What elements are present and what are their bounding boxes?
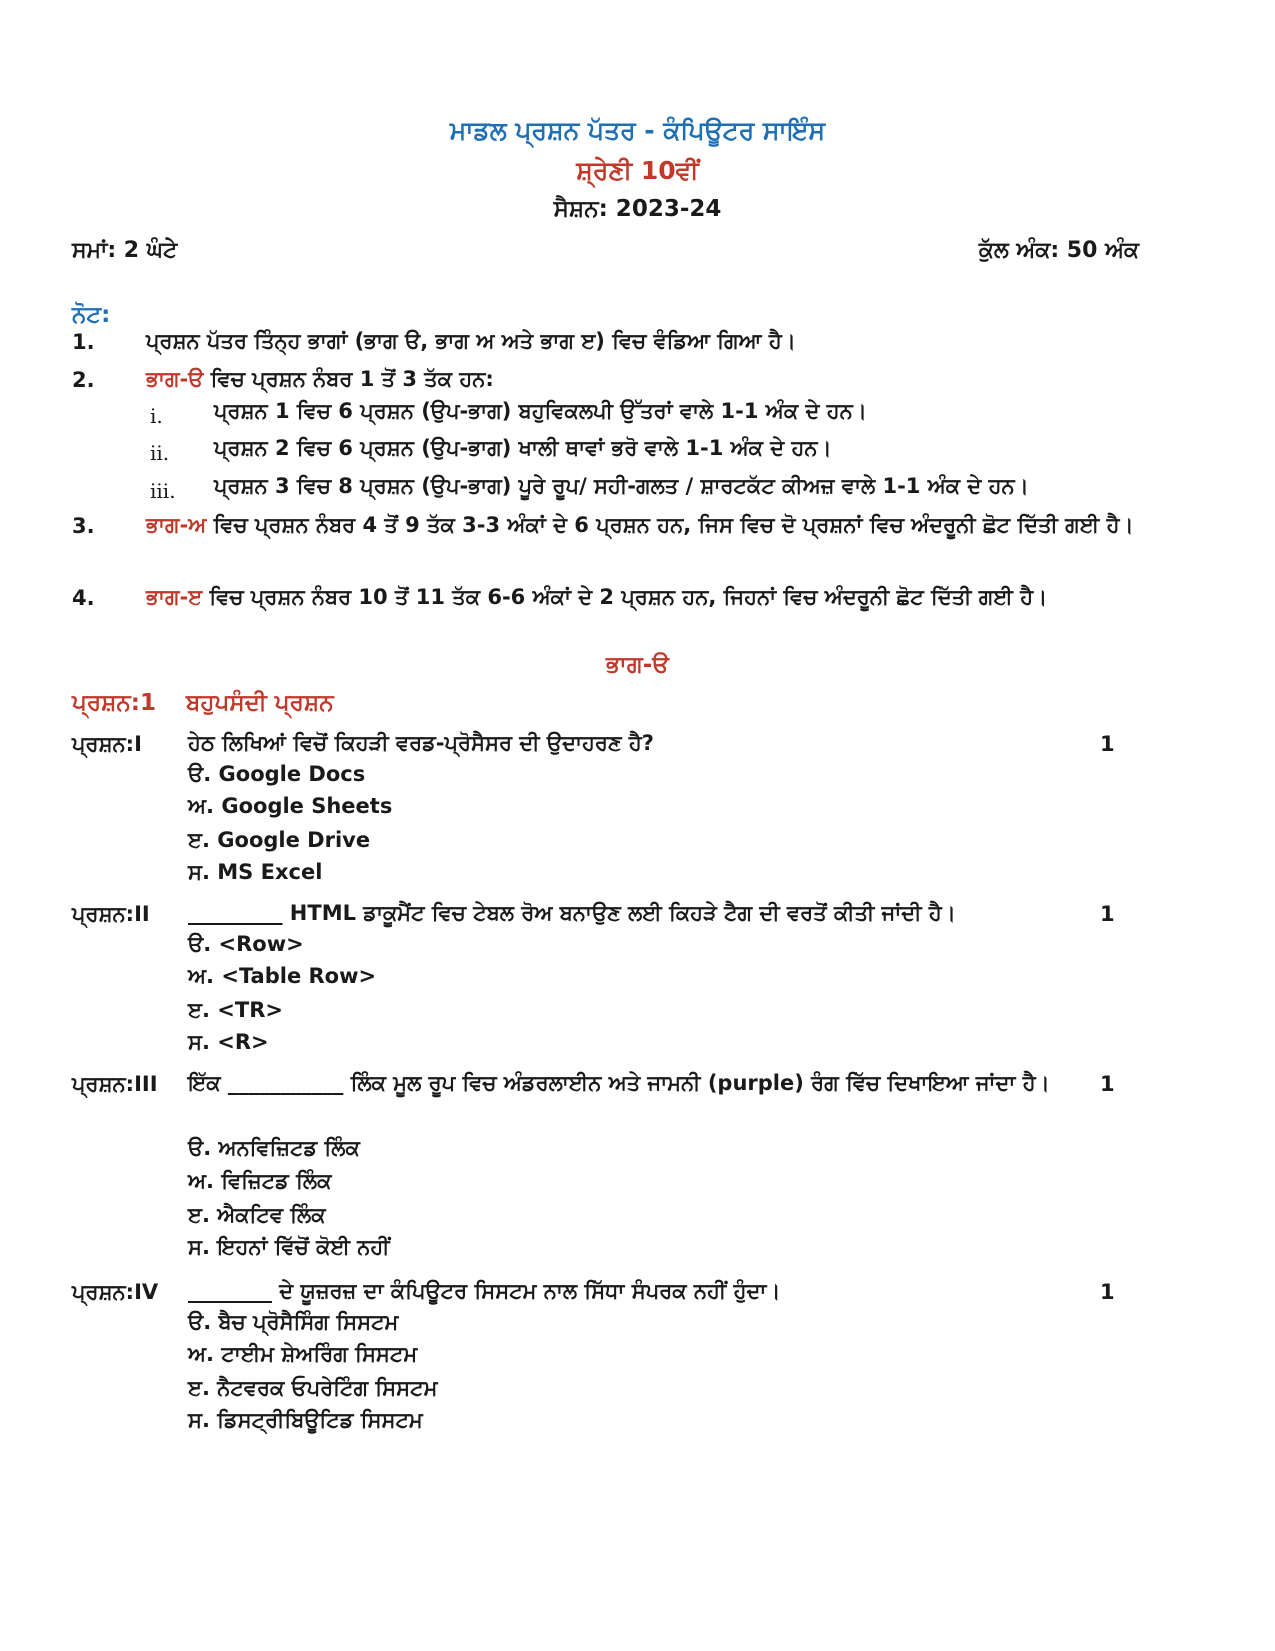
question-marks: 1 bbox=[1100, 732, 1115, 756]
answer-option: ਅ. <Table Row> bbox=[188, 964, 377, 988]
session-label: ਸੈਸ਼ਨ: 2023-24 bbox=[553, 196, 722, 222]
question-text: ਹੇਠ ਲਿਖਿਆਂ ਵਿਚੋਂ ਕਿਹੜੀ ਵਰਡ-ਪ੍ਰੋਸੈਸਰ ਦੀ ਉਦਾਹਰਣ ਹੈ? bbox=[188, 731, 654, 755]
notes-heading: ਨੋਟ: bbox=[72, 302, 111, 328]
question-text: ________ ਦੇ ਯੂਜ਼ਰਜ਼ ਦਾ ਕੰਪਿਊਟਰ ਸਿਸਟਮ ਨਾਲ ਸਿੱਧਾ ਸੰਪਰਕ ਨਹੀਂ ਹੁੰਦਾ। bbox=[188, 1279, 781, 1303]
note-number: 1. bbox=[72, 330, 95, 354]
answer-option: ੲ. <TR> bbox=[188, 998, 283, 1022]
note-number: 4. bbox=[72, 586, 95, 610]
question-label: ਪ੍ਰਸ਼ਨ:III bbox=[72, 1072, 158, 1096]
total-marks-label: ਕੁੱਲ ਅੰਕ: 50 ਅੰਕ bbox=[978, 238, 1139, 263]
note-section-highlight: ਭਾਗ-ੲ bbox=[146, 585, 203, 609]
question-text: ਇੱਕ ___________ ਲਿੰਕ ਮੂਲ ਰੂਪ ਵਿਚ ਅੰਡਰਲਾਈਨ ਅਤੇ ਜਾਮਨੀ (purple) ਰੰਗ ਵਿੱਚ ਦਿਖਾਇਆ ਜਾਂਦਾ ਹੈ। bbox=[188, 1071, 1050, 1095]
note-number: 3. bbox=[72, 514, 95, 538]
sub-note-number: iii. bbox=[150, 479, 176, 503]
note-text-body: ਵਿਚ ਪ੍ਰਸ਼ਨ ਨੰਬਰ 1 ਤੋਂ 3 ਤੱਕ ਹਨ: bbox=[203, 367, 494, 391]
sub-note-text: ਪ੍ਰਸ਼ਨ 3 ਵਿਚ 8 ਪ੍ਰਸ਼ਨ (ਉਪ-ਭਾਗ) ਪੂਰੇ ਰੂਪ/ ਸਹੀ-ਗਲਤ / ਸ਼ਾਰਟਕੱਟ ਕੀਅਜ਼ ਵਾਲੇ 1-1 ਅੰਕ ਦੇ ਹਨ। bbox=[214, 474, 1029, 498]
note-section-highlight: ਭਾਗ-ਅ bbox=[146, 513, 207, 537]
question-group-title: ਬਹੁਪਸੰਦੀ ਪ੍ਰਸ਼ਨ bbox=[186, 690, 334, 716]
answer-option: ੲ. Google Drive bbox=[188, 828, 371, 852]
answer-option: ੳ. Google Docs bbox=[188, 762, 366, 786]
question-label: ਪ੍ਰਸ਼ਨ:II bbox=[72, 902, 150, 926]
answer-option: ਸ. <R> bbox=[188, 1030, 269, 1054]
sub-note-number: i. bbox=[150, 404, 163, 428]
note-text bbox=[146, 361, 1196, 397]
question-label: ਪ੍ਰਸ਼ਨ:I bbox=[72, 732, 142, 756]
answer-option: ੲ. ਨੈਟਵਰਕ ਓਪਰੇਟਿੰਗ ਸਿਸਟਮ bbox=[188, 1376, 438, 1400]
note-text: ਪ੍ਰਸ਼ਨ ਪੱਤਰ ਤਿੰਨ੍ਹ ਭਾਗਾਂ (ਭਾਗ ੳ, ਭਾਗ ਅ ਅਤੇ ਭਾਗ ੲ) ਵਿਚ ਵੰਡਿਆ ਗਿਆ ਹੈ। bbox=[146, 329, 796, 353]
question-group-heading bbox=[72, 690, 334, 716]
section-title: ਭਾਗ-ੳ bbox=[606, 652, 669, 678]
note-text-body: ਵਿਚ ਪ੍ਰਸ਼ਨ ਨੰਬਰ 4 ਤੋਂ 9 ਤੱਕ 3-3 ਅੰਕਾਂ ਦੇ 6 ਪ੍ਰਸ਼ਨ ਹਨ, ਜਿਸ ਵਿਚ ਦੋ ਪ੍ਰਸ਼ਨਾਂ ਵਿਚ ਅੰਦਰੂਨੀ ਛੋਟ ਦਿੱਤੀ ਗਈ ਹੈ। bbox=[206, 513, 1134, 537]
class-label: ਸ਼੍ਰੇਣੀ 10ਵੀਂ bbox=[576, 156, 699, 185]
note-number: 2. bbox=[72, 368, 95, 392]
note-text bbox=[146, 507, 1196, 543]
answer-option: ਸ. MS Excel bbox=[188, 860, 323, 884]
question-marks: 1 bbox=[1100, 1072, 1115, 1096]
answer-option: ਸ. ਇਹਨਾਂ ਵਿੱਚੋਂ ਕੋਈ ਨਹੀਂ bbox=[188, 1235, 390, 1259]
answer-option: ਸ. ਡਿਸਟ੍ਰੀਬਿਊਟਿਡ ਸਿਸਟਮ bbox=[188, 1408, 423, 1432]
question-label: ਪ੍ਰਸ਼ਨ:IV bbox=[72, 1280, 159, 1304]
question-marks: 1 bbox=[1100, 902, 1115, 926]
question-group-label: ਪ੍ਰਸ਼ਨ:1 bbox=[72, 690, 156, 716]
answer-option: ੳ. ਬੈਚ ਪ੍ਰੋਸੈਸਿੰਗ ਸਿਸਟਮ bbox=[188, 1310, 399, 1334]
sub-note-number: ii. bbox=[150, 441, 170, 465]
sub-note-text: ਪ੍ਰਸ਼ਨ 2 ਵਿਚ 6 ਪ੍ਰਸ਼ਨ (ਉਪ-ਭਾਗ) ਖਾਲੀ ਥਾਵਾਂ ਭਰੋ ਵਾਲੇ 1-1 ਅੰਕ ਦੇ ਹਨ। bbox=[214, 436, 832, 460]
answer-option: ੳ. ਅਨਵਿਜ਼ਿਟਡ ਲਿੰਕ bbox=[188, 1136, 360, 1160]
time-label: ਸਮਾਂ: 2 ਘੰਟੇ bbox=[72, 238, 178, 263]
paper-title: ਮਾਡਲ ਪ੍ਰਸ਼ਨ ਪੱਤਰ - ਕੰਪਿਊਟਰ ਸਾਇੰਸ bbox=[449, 116, 826, 145]
answer-option: ੲ. ਐਕਟਿਵ ਲਿੰਕ bbox=[188, 1203, 326, 1227]
note-text-body: ਵਿਚ ਪ੍ਰਸ਼ਨ ਨੰਬਰ 10 ਤੋਂ 11 ਤੱਕ 6-6 ਅੰਕਾਂ ਦੇ 2 ਪ੍ਰਸ਼ਨ ਹਨ, ਜਿਹਨਾਂ ਵਿਚ ਅੰਦਰੂਨੀ ਛੋਟ ਦਿੱਤੀ ਗਈ ਹੈ। bbox=[202, 585, 1048, 609]
question-text: _________ HTML ਡਾਕੂਮੈਂਟ ਵਿਚ ਟੇਬਲ ਰੋਅ ਬਨਾਉਣ ਲਈ ਕਿਹੜੇ ਟੈਗ ਦੀ ਵਰਤੋਂ ਕੀਤੀ ਜਾਂਦੀ ਹੈ। bbox=[188, 901, 956, 925]
answer-option: ਅ. ਵਿਜ਼ਿਟਡ ਲਿੰਕ bbox=[188, 1169, 332, 1193]
answer-option: ਅ. Google Sheets bbox=[188, 794, 393, 818]
note-text bbox=[146, 579, 1196, 615]
question-marks: 1 bbox=[1100, 1280, 1115, 1304]
answer-option: ੳ. <Row> bbox=[188, 932, 304, 956]
note-section-highlight: ਭਾਗ-ੳ bbox=[146, 367, 204, 391]
sub-note-text: ਪ੍ਰਸ਼ਨ 1 ਵਿਚ 6 ਪ੍ਰਸ਼ਨ (ਉਪ-ਭਾਗ) ਬਹੁਵਿਕਲਪੀ ਉੱਤਰਾਂ ਵਾਲੇ 1-1 ਅੰਕ ਦੇ ਹਨ। bbox=[214, 399, 867, 423]
answer-option: ਅ. ਟਾਈਮ ਸ਼ੇਅਰਿੰਗ ਸਿਸਟਮ bbox=[188, 1342, 418, 1366]
